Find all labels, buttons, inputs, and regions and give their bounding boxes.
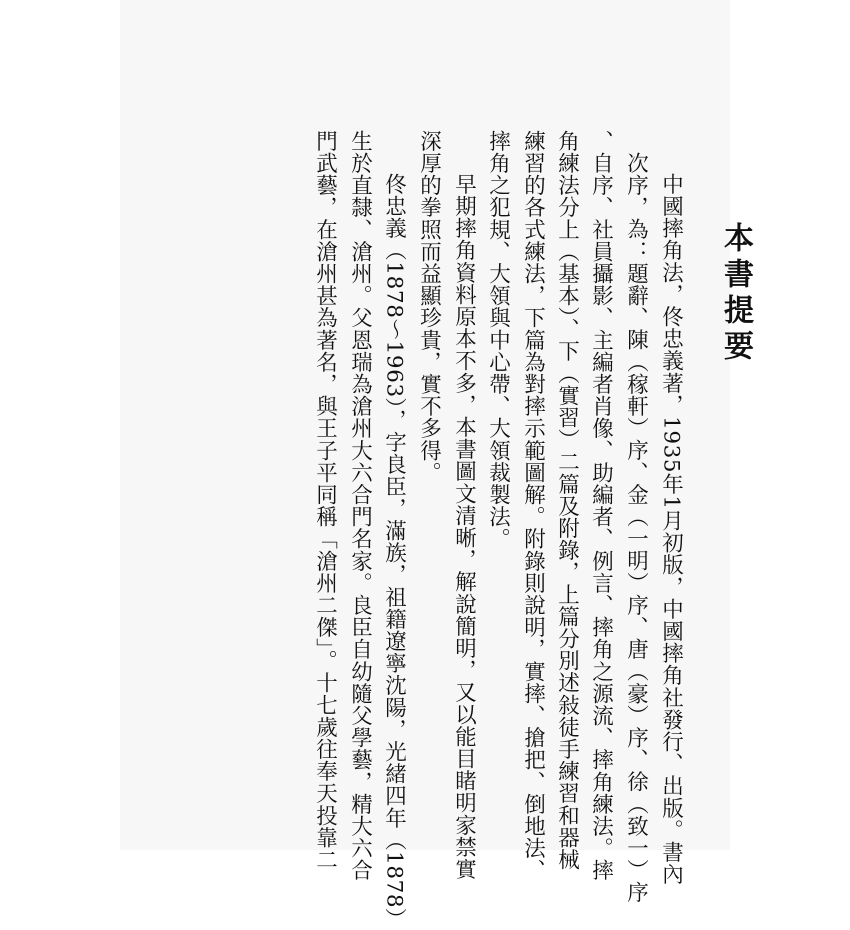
text-column-8: 深厚的拳照而益顯珍貴，實不多得。 — [416, 130, 442, 484]
text-column-11: 門武藝，在滄州甚為著名，與王子平同稱「滄州二傑」。十七歲往奉天投靠二 — [312, 130, 338, 871]
text-column-3: 、自序、社員攝影、主編者肖像、助編者、例言、摔角之源流、摔角練法。摔 — [588, 130, 614, 882]
text-column-9: 佟忠義（1878～1963），字良臣，滿族，祖籍遼寧沈陽，光緒四年（1878） — [381, 173, 407, 930]
text-column-5: 練習的各式練法，下篇為對摔示範圖解。附錄則說明，實摔、搶把、倒地法、 — [520, 130, 546, 882]
text-column-4: 角練法分上（基本）、下（實習）二篇及附錄，上篇分別述敍徒手練習和器械 — [554, 130, 580, 871]
text-column-2: 次序，為：題辭、陳（稼軒）序、金（一明）序、唐（豪）序、徐（致一）序 — [623, 152, 649, 904]
text-column-10: 生於直隸、滄州。父恩瑞為滄州大六合門名家。良臣自幼隨父學藝，精大六合 — [347, 130, 373, 882]
text-column-1: 中國摔角法，佟忠義著，1935年1月初版，中國摔角社發行、出版。書內 — [658, 173, 684, 886]
text-column-6: 摔角之犯規、大領與中心帶、大領裁製法。 — [485, 130, 511, 550]
book-page — [120, 0, 753, 930]
page-title: 本書提要 — [718, 222, 753, 366]
text-column-7: 早期摔角資料原本不多，本書圖文清晰，解說簡明，又以能目睹明家禁實 — [451, 173, 477, 881]
